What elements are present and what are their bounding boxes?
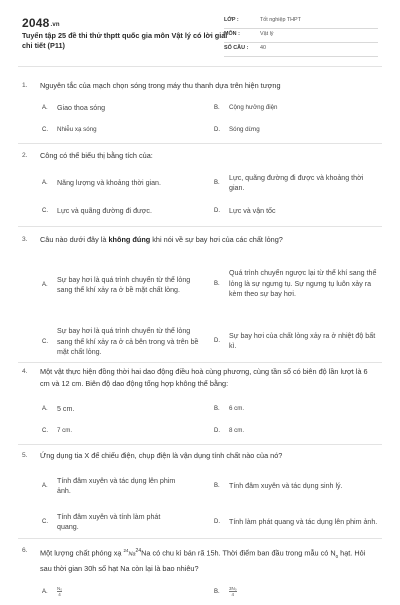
question-5-option-d[interactable]: D. Tính làm phát quang và tác dụng lên phim ảnh.	[214, 517, 378, 526]
document-title: Tuyển tập 25 đề thi thử thptt quốc gia môn Vật lý có lời giải chi tiết (P11)	[22, 31, 228, 50]
meta-count	[224, 44, 378, 57]
question-6-option-b[interactable]: B. 3N₀ 4	[214, 586, 237, 598]
fraction: 3N₀ 4	[229, 586, 237, 598]
question-6-stem: 6. Một lượng chất phóng xạ $^{24}$Na$^{24}$Na có chu kì bán rã 15h. Thời điểm ban đầu trong mẫu có $N_0$ hạt. Hỏi sau thời gian 30h số hạt Na còn lại là bao nhiêu?	[22, 547, 366, 573]
question-4-option-b[interactable]: B. 6 cm.	[214, 404, 245, 412]
question-divider	[18, 362, 382, 363]
question-4-text: Một vật thực hiện đồng thời hai dao động điều hoà cùng phương, cùng tần số có biên độ lần lượt là 6 cm và 12 cm. Biên độ dao động tổng hợp không thể bằng:	[40, 367, 368, 388]
question-3-text-pre: Câu nào dưới đây là	[40, 235, 109, 244]
header-divider	[18, 66, 382, 67]
question-divider	[18, 226, 382, 227]
question-2-stem	[22, 150, 378, 162]
meta-count-label: SỐ CÂU :	[224, 45, 249, 51]
question-3-option-a[interactable]: A. Sự bay hơi là quá trình chuyển từ thể lỏng sang thể khí xảy ra ở bề mặt chất lỏng.	[42, 275, 191, 294]
question-4-stem	[22, 366, 378, 389]
question-5-option-c[interactable]: C. Tính đâm xuyên và tính làm phát quang.	[42, 512, 161, 531]
question-divider	[18, 444, 382, 445]
question-3-option-d[interactable]: D. Sự bay hơi của chất lỏng xảy ra ở nhiệt độ bất kì.	[214, 331, 376, 350]
question-5-option-a[interactable]: A. Tính đâm xuyên và tác dụng lên phim ảnh.	[42, 476, 176, 495]
question-4-option-c[interactable]: C. 7 cm.	[42, 426, 73, 434]
question-2	[22, 150, 378, 228]
question-1-stem	[22, 80, 378, 92]
question-6-number: 6.	[22, 547, 28, 554]
question-1-option-c[interactable]: C. Nhiễu xạ sóng	[42, 125, 97, 133]
fraction: N₀ 4	[57, 586, 63, 598]
question-2-option-b[interactable]: B. Lực, quãng đường đi được và khoảng thời gian.	[214, 173, 364, 192]
question-3-number: 3.	[22, 236, 28, 243]
question-6	[22, 545, 378, 605]
question-5-stem	[22, 450, 378, 462]
meta-count-value: 40	[260, 45, 266, 51]
document-header	[0, 0, 400, 66]
question-1-option-a[interactable]: A. Giao thoa sóng	[42, 103, 106, 112]
question-divider	[18, 538, 382, 539]
question-2-number: 2.	[22, 152, 28, 159]
question-2-option-c[interactable]: C. Lực và quãng đường đi được.	[42, 206, 152, 215]
isotope-symbol: Na	[141, 548, 151, 558]
meta-grade-value: Tốt nghiệp THPT	[260, 17, 301, 23]
meta-subject-label: MÔN :	[224, 31, 240, 37]
question-4-option-d[interactable]: D. 8 cm.	[214, 426, 245, 434]
question-3-emphasis: không đúng	[108, 235, 151, 244]
question-3-option-c[interactable]: C. Sự bay hơi là quá trình chuyển từ thể lỏng sang thể khí xảy ra ở cả bên trong và trên bề mặt chất lỏng.	[42, 327, 199, 357]
meta-subject	[224, 30, 378, 43]
meta-grade-label: LỚP :	[224, 17, 239, 23]
question-2-text: Công có thể biểu thị bằng tích của:	[40, 151, 153, 160]
question-3	[22, 234, 378, 370]
question-5-text: Ứng dụng tia X để chiếu điện, chụp điện là vận dụng tính chất nào của nó?	[40, 451, 283, 460]
question-4-number: 4.	[22, 368, 28, 375]
question-5-option-b[interactable]: B. Tính đâm xuyên và tác dụng sinh lý.	[214, 481, 343, 490]
question-1-text: Nguyên tắc của mạch chọn sóng trong máy thu thanh dựa trên hiện tượng	[40, 81, 281, 90]
question-1-option-b[interactable]: B. Cộng hưởng điện	[214, 103, 278, 111]
site-logo[interactable]: 2048.vn	[22, 16, 60, 30]
question-divider	[18, 143, 382, 144]
question-4	[22, 366, 378, 449]
question-4-option-a[interactable]: A. 5 cm.	[42, 404, 75, 413]
question-3-text-post: khi nói về sự bay hơi của các chất lỏng?	[150, 235, 283, 244]
question-6-option-a[interactable]: A. N₀ 4	[42, 586, 63, 598]
question-3-stem	[22, 234, 378, 246]
question-2-option-a[interactable]: A. Năng lượng và khoảng thời gian.	[42, 178, 161, 187]
question-1-option-d[interactable]: D. Sóng dừng	[214, 125, 260, 133]
question-3-option-b[interactable]: B. Quá trình chuyển ngược lại từ thể khí sang thể lỏng là sự ngưng tụ. Sự ngưng tụ luôn xảy ra kèm theo sự bay hơi.	[214, 269, 377, 299]
meta-subject-value: Vật lý	[260, 31, 274, 37]
question-5-number: 5.	[22, 452, 28, 459]
meta-grade	[224, 16, 378, 29]
question-1	[22, 80, 378, 146]
question-1-number: 1.	[22, 82, 28, 89]
question-2-option-d[interactable]: D. Lực và vận tốc	[214, 206, 276, 215]
question-5	[22, 450, 378, 538]
